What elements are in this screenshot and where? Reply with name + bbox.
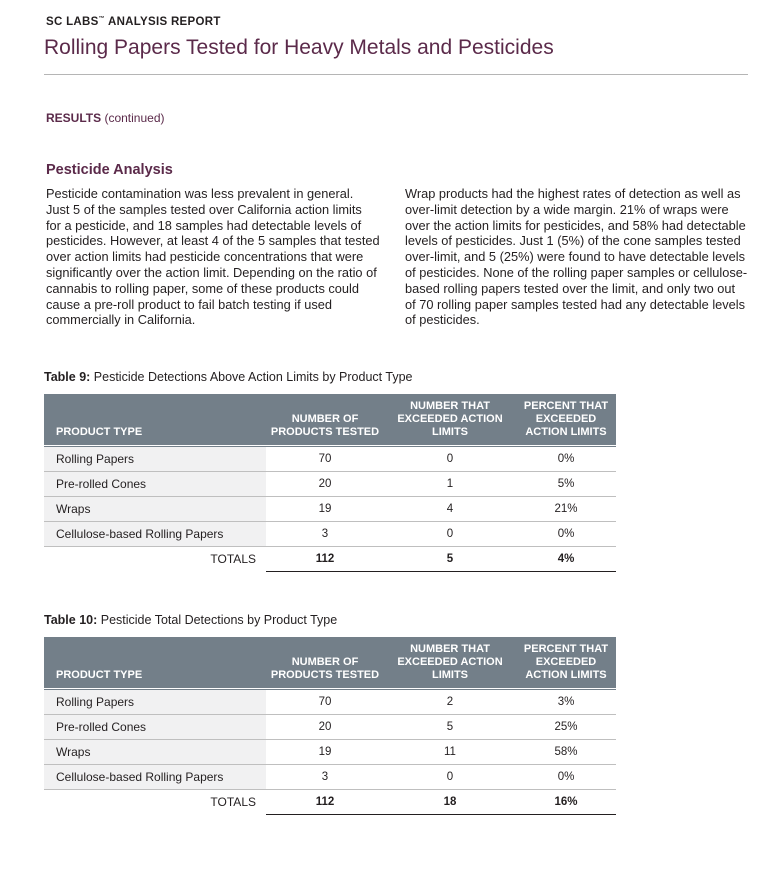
- exceeded-cell: 5: [384, 715, 516, 740]
- table-row: [44, 765, 616, 790]
- exceeded-cell: 1: [384, 472, 516, 497]
- product-type-cell: Rolling Papers: [44, 689, 266, 715]
- table9: [44, 394, 616, 572]
- totals-row: [44, 790, 616, 815]
- product-type-cell: Wraps: [44, 740, 266, 765]
- table9-header-product-type: PRODUCT TYPE: [56, 426, 143, 438]
- product-type-cell: Pre-rolled Cones: [44, 472, 266, 497]
- percent-cell: 0%: [516, 765, 616, 790]
- totals-row: [44, 547, 616, 572]
- product-type-cell: Pre-rolled Cones: [44, 715, 266, 740]
- totals-label: TOTALS: [44, 790, 266, 815]
- totals-percent: 4%: [516, 547, 616, 572]
- table10-header-row: [44, 637, 616, 687]
- table-row: [44, 522, 616, 547]
- exceeded-cell: 0: [384, 765, 516, 790]
- percent-cell: 5%: [516, 472, 616, 497]
- page-title: Rolling Papers Tested for Heavy Metals and Pesticides: [44, 36, 554, 59]
- tested-cell: 70: [266, 689, 384, 715]
- percent-cell: 25%: [516, 715, 616, 740]
- table10: [44, 637, 616, 815]
- tested-cell: 19: [266, 497, 384, 522]
- product-type-cell: Cellulose-based Rolling Papers: [44, 522, 266, 547]
- table9-header-tested: NUMBER OF PRODUCTS TESTED: [270, 413, 380, 438]
- report-label: SC LABS™ ANALYSIS REPORT: [46, 16, 221, 28]
- percent-cell: 21%: [516, 497, 616, 522]
- exceeded-cell: 2: [384, 689, 516, 715]
- table-row: [44, 689, 616, 715]
- table-row: [44, 446, 616, 472]
- table10-header-percent: PERCENT THAT EXCEEDED ACTION LIMITS: [523, 643, 609, 681]
- tested-cell: 20: [266, 715, 384, 740]
- table-row: [44, 497, 616, 522]
- percent-cell: 0%: [516, 446, 616, 472]
- table9-header-row: [44, 394, 616, 444]
- tested-cell: 70: [266, 446, 384, 472]
- table9-header-percent: PERCENT THAT EXCEEDED ACTION LIMITS: [523, 400, 609, 438]
- totals-percent: 16%: [516, 790, 616, 815]
- table10-header-tested: NUMBER OF PRODUCTS TESTED: [270, 656, 380, 681]
- title-divider: [44, 74, 748, 75]
- exceeded-cell: 0: [384, 522, 516, 547]
- table10-caption: Table 10: Pesticide Total Detections by Product Type: [44, 613, 338, 627]
- results-label: RESULTS (continued): [46, 111, 165, 125]
- percent-cell: 3%: [516, 689, 616, 715]
- exceeded-cell: 0: [384, 446, 516, 472]
- totals-tested: 112: [266, 547, 384, 572]
- table-row: [44, 715, 616, 740]
- totals-tested: 112: [266, 790, 384, 815]
- pesticide-paragraph-left: Pesticide contamination was less prevalent in general. Just 5 of the samples tested over California action limits for a pesticide, and 18 samples had detectable levels of pesticides. However, at least 4 of the 5 samples that tested over action limits had pesticide concentrations that were significantly over the action limit. Depending on the ratio of cannabis to rolling paper, some of these products could cause a pre-roll product to fail batch testing if used commercially in California.: [46, 186, 380, 328]
- table9-header-exceeded: NUMBER THAT EXCEEDED ACTION LIMITS: [397, 400, 503, 438]
- tested-cell: 3: [266, 522, 384, 547]
- exceeded-cell: 4: [384, 497, 516, 522]
- product-type-cell: Cellulose-based Rolling Papers: [44, 765, 266, 790]
- pesticide-paragraph-right: Wrap products had the highest rates of detection as well as over-limit detection by a wide margin. 21% of wraps were over the action limits for pesticides, and 58% had detectable levels of pesticides. Just 1 (5%) of the cone samples tested over-limit, and 5 (25%) were found to have detectable levels of pesticides. None of the rolling paper samples or cellulose-based rolling papers tested over the limit, and only two out of 70 rolling paper samples tested had any detectable levels of pesticides.: [405, 186, 748, 328]
- pesticide-analysis-heading: Pesticide Analysis: [46, 162, 173, 178]
- product-type-cell: Rolling Papers: [44, 446, 266, 472]
- tested-cell: 3: [266, 765, 384, 790]
- totals-exceeded: 18: [384, 790, 516, 815]
- table10-header-exceeded: NUMBER THAT EXCEEDED ACTION LIMITS: [397, 643, 503, 681]
- percent-cell: 0%: [516, 522, 616, 547]
- tested-cell: 20: [266, 472, 384, 497]
- percent-cell: 58%: [516, 740, 616, 765]
- exceeded-cell: 11: [384, 740, 516, 765]
- table-row: [44, 740, 616, 765]
- table-row: [44, 472, 616, 497]
- table9-caption: Table 9: Pesticide Detections Above Action Limits by Product Type: [44, 370, 413, 384]
- product-type-cell: Wraps: [44, 497, 266, 522]
- tested-cell: 19: [266, 740, 384, 765]
- table10-header-product-type: PRODUCT TYPE: [56, 669, 143, 681]
- totals-exceeded: 5: [384, 547, 516, 572]
- totals-label: TOTALS: [44, 547, 266, 572]
